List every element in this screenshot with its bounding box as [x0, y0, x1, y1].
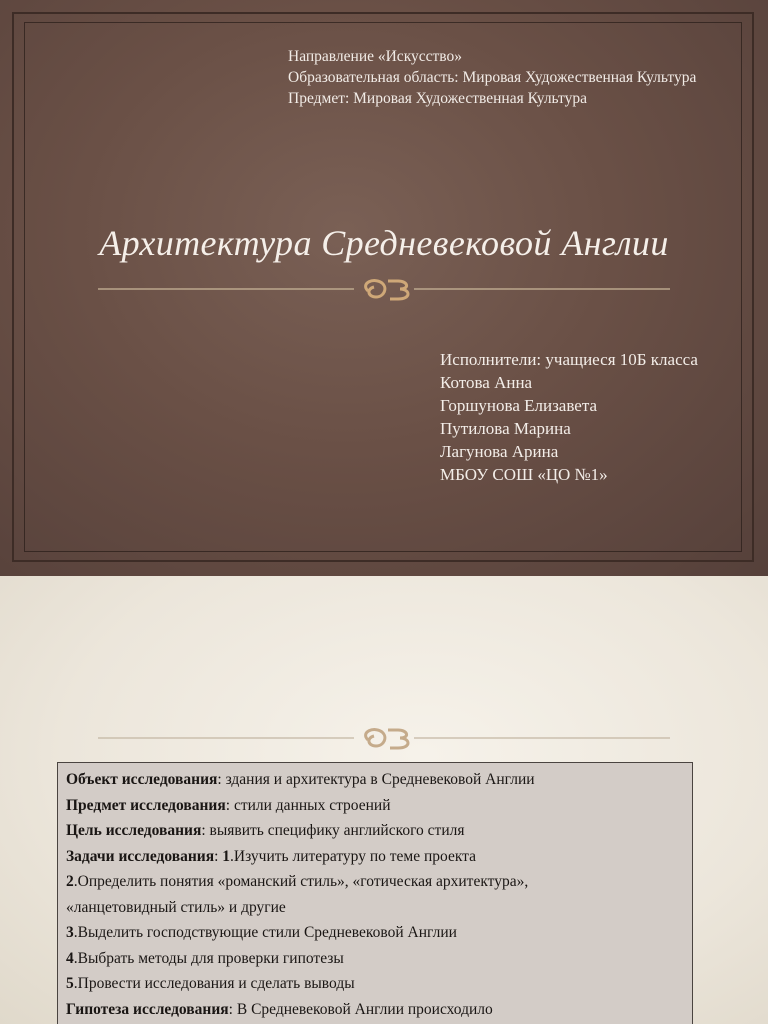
object-row — [66, 767, 684, 793]
task-row — [66, 946, 684, 972]
task-number: 4 — [66, 949, 74, 967]
ornament-divider — [98, 722, 670, 752]
task-text: .Выделить господствующие стили Средневековой Англии — [73, 924, 457, 941]
goal-text: : выявить специфику английского стиля — [201, 822, 465, 839]
hypothesis-label: Гипотеза исследования — [66, 1000, 229, 1018]
research-slide — [0, 576, 768, 1024]
task-row — [66, 920, 684, 946]
task-number: 5 — [66, 975, 74, 992]
hypothesis-text: : В Средневековой Англии происходило — [228, 1000, 493, 1018]
task-row-continued — [66, 895, 684, 921]
presentation-title: Архитектура Средневековой Англии — [99, 223, 669, 263]
goal-label: Цель исследования — [66, 822, 202, 839]
tasks-label: Задачи исследования — [66, 847, 215, 865]
research-content-box — [57, 762, 693, 1024]
task-number: 1 — [222, 847, 231, 865]
authors-block — [440, 348, 698, 486]
subject-info — [288, 46, 696, 109]
task-text: .Выбрать методы для проверки гипотезы — [73, 949, 344, 967]
ornament-divider — [98, 277, 670, 301]
education-area-line: Образовательная область: Мировая Художественная Культура — [288, 69, 697, 86]
author-name: Лагунова Арина — [440, 442, 559, 461]
object-label: Объект исследования — [66, 771, 218, 788]
flourish-icon — [366, 281, 408, 299]
subject-text: : стили данных строений — [225, 796, 391, 814]
author-name: Котова Анна — [440, 373, 533, 392]
flourish-icon — [366, 730, 408, 748]
direction-line: Направление «Искусство» — [288, 48, 462, 65]
hypothesis-row — [66, 997, 684, 1023]
task-number: 3 — [66, 924, 74, 941]
task-text: .Определить понятия «романский стиль», «готическая архитектура», — [73, 873, 529, 890]
author-name: Горшунова Елизавета — [440, 396, 598, 415]
performers-line: Исполнители: учащиеся 10Б класса — [440, 350, 698, 369]
task-row — [66, 869, 684, 895]
object-text: : здания и архитектура в Средневековой Англии — [217, 771, 535, 788]
tasks-colon: : — [214, 847, 223, 865]
school-line: МБОУ СОШ «ЦО №1» — [440, 465, 608, 484]
author-name: Путилова Марина — [440, 419, 571, 438]
subject-row — [66, 793, 684, 819]
subject-line: Предмет: Мировая Художественная Культура — [288, 90, 587, 107]
subject-label: Предмет исследования — [66, 796, 226, 814]
task-text: .Провести исследования и сделать выводы — [73, 975, 355, 992]
task-row — [66, 971, 684, 997]
task-number: 2 — [66, 873, 74, 890]
task-text: «ланцетовидный стиль» и другие — [66, 898, 286, 916]
tasks-row — [66, 844, 684, 870]
task-text: .Изучить литературу по теме проекта — [230, 847, 477, 865]
goal-row — [66, 818, 684, 844]
